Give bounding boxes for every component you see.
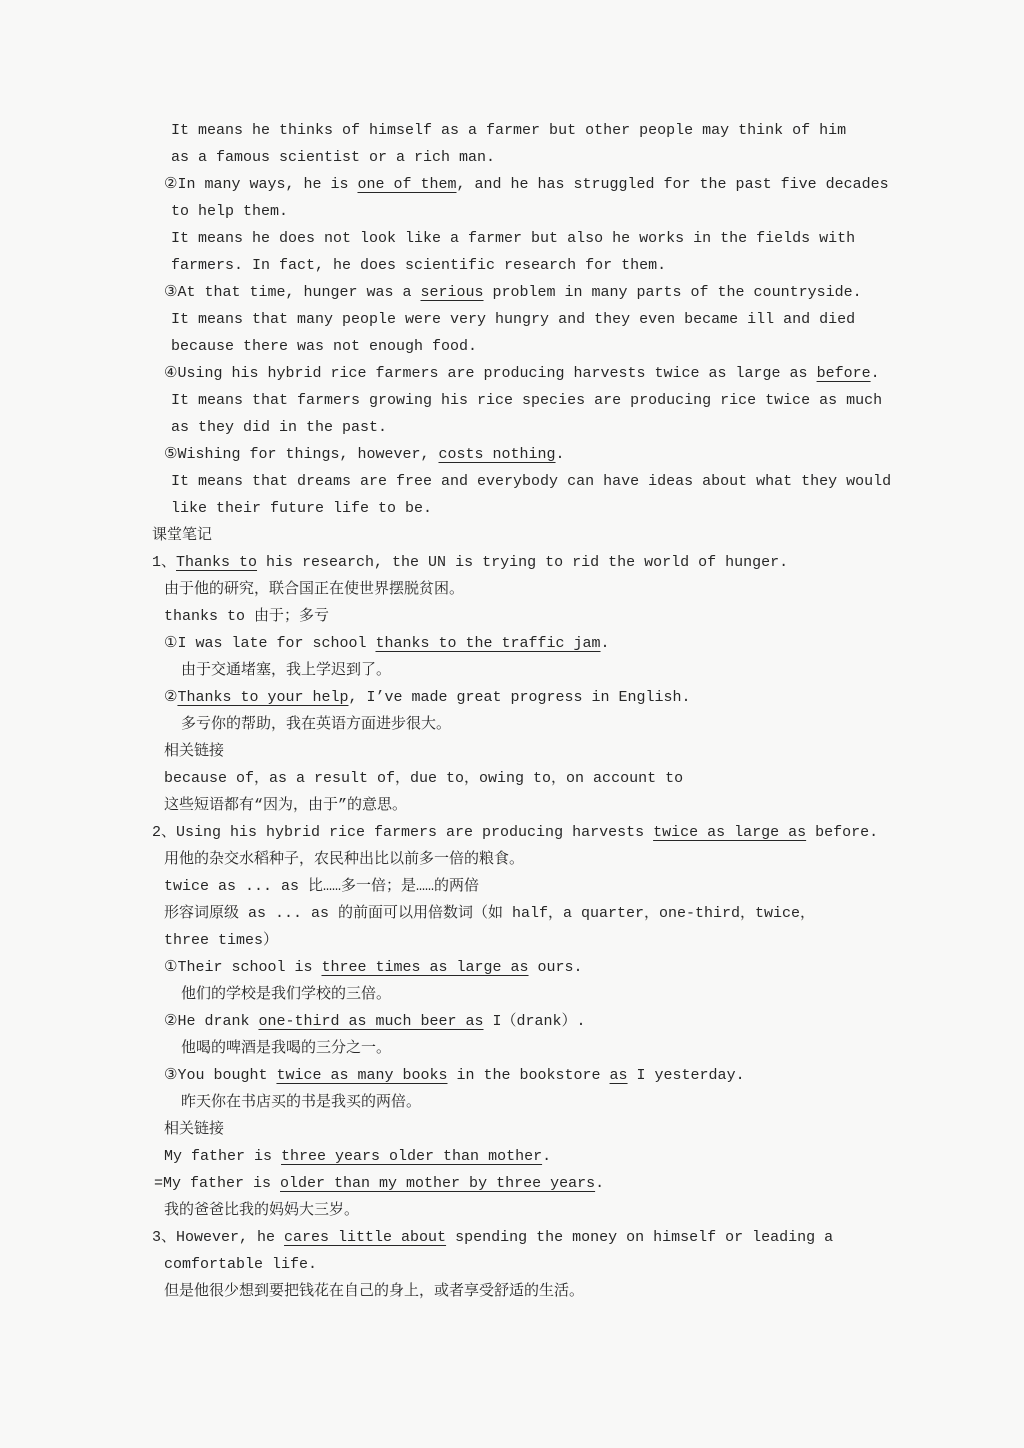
text-segment: 由于他的研究，联合国正在使世界摆脱贫困。 [164,581,465,598]
underlined-text: one of them [357,176,457,193]
text-segment: . [600,635,610,652]
text-segment: . [870,365,880,382]
text-segment: his research, the UN is trying to rid the world of hunger. [257,554,789,571]
text-line [152,387,942,414]
text-line [152,711,942,738]
text-segment: It means he thinks of himself as a farmer but other people may think of him [171,122,847,139]
text-line [152,495,942,522]
text-segment: ②In many ways, he is [164,176,358,193]
text-line [152,981,942,1008]
text-line [152,468,942,495]
underlined-text: Thanks to [176,554,258,571]
text-segment: , and he has struggled for the past five decades [456,176,889,193]
text-line [152,1197,942,1224]
underlined-text: twice as large as [653,824,807,841]
text-line [152,873,942,900]
text-line [152,1062,942,1089]
text-segment: I yesterday. [627,1067,745,1084]
text-line [152,171,942,198]
text-segment: It means that many people were very hungry and they even became ill and died [171,311,856,328]
text-segment: 相关链接 [164,1121,225,1138]
text-segment: It means he does not look like a farmer but also he works in the fields with [171,230,856,247]
text-segment: 用他的杂交水稻种子，农民种出比以前多一倍的粮食。 [164,851,525,868]
text-segment: ①I was late for school [164,635,376,652]
text-line [152,684,942,711]
document-content [152,117,942,1305]
text-segment: , I’ve made great progress in English. [348,689,691,706]
text-segment: 1、 [152,554,177,571]
text-line [152,1224,942,1251]
text-segment: 多亏你的帮助，我在英语方面进步很大。 [181,716,452,733]
text-segment: 3、However, he [152,1229,285,1246]
text-segment: thanks to 由于；多亏 [164,608,330,625]
text-line [152,846,942,873]
text-segment: three times） [164,932,279,949]
text-segment: . [595,1175,605,1192]
text-line [152,1089,942,1116]
text-segment: . [542,1148,552,1165]
underlined-text: costs nothing [438,446,556,463]
text-segment: It means that dreams are free and everybody can have ideas about what they would [171,473,892,490]
text-segment: 他们的学校是我们学校的三倍。 [181,986,392,1003]
text-line [152,549,942,576]
underlined-text: as [609,1067,628,1084]
text-line [152,279,942,306]
text-segment: because of，as a result of，due to，owing to，on account to [164,770,684,787]
text-line [152,414,942,441]
text-segment: to help them. [171,203,289,220]
text-line [152,576,942,603]
underlined-text: serious [420,284,484,301]
text-segment: ①Their school is [164,959,322,976]
text-line [152,360,942,387]
text-segment: I（drank）. [483,1013,586,1030]
text-line [152,1008,942,1035]
text-line [152,900,942,927]
text-segment: 昨天你在书店买的书是我买的两倍。 [181,1094,422,1111]
text-segment: farmers. In fact, he does scientific research for them. [171,257,667,274]
text-segment: 他喝的啤酒是我喝的三分之一。 [181,1040,392,1057]
text-line [152,1278,942,1305]
text-segment: ④Using his hybrid rice farmers are producing harvests twice as large as [164,365,817,382]
text-line [152,1251,942,1278]
underlined-text: thanks to the traffic jam [375,635,601,652]
underlined-text: one-third as much beer as [258,1013,484,1030]
text-segment: problem in many parts of the countryside. [483,284,862,301]
text-segment: . [555,446,565,463]
text-line [152,441,942,468]
text-segment: because there was not enough food. [171,338,478,355]
underlined-text: before [816,365,871,382]
text-segment: 形容词原级 as ... as 的前面可以用倍数词（如 half，a quarter，one-third，twice， [164,905,816,922]
text-segment: ②He drank [164,1013,259,1030]
text-line [152,522,942,549]
text-line [152,954,942,981]
underlined-text: cares little about [284,1229,447,1246]
text-segment: like their future life to be. [171,500,433,517]
text-segment: 相关链接 [164,743,225,760]
text-segment: ③You bought [164,1067,277,1084]
text-line [152,1143,942,1170]
text-line [152,1035,942,1062]
underlined-text: older than my mother by three years [280,1175,596,1192]
text-line [152,225,942,252]
text-segment: 2、Using his hybrid rice farmers are producing harvests [152,824,654,841]
text-segment: 这些短语都有“因为，由于”的意思。 [164,797,408,814]
text-segment: in the bookstore [447,1067,610,1084]
text-line [152,1116,942,1143]
text-line [152,603,942,630]
text-segment: =My father is [154,1175,281,1192]
text-segment: 由于交通堵塞，我上学迟到了。 [181,662,392,679]
text-segment: ⑤Wishing for things, however, [164,446,439,463]
text-segment: twice as ... as 比……多一倍；是……的两倍 [164,878,480,895]
text-line [152,738,942,765]
text-segment: spending the money on himself or leading a [446,1229,834,1246]
text-line [152,306,942,333]
underlined-text: three years older than mother [281,1148,543,1165]
text-line [152,144,942,171]
text-line [152,198,942,225]
text-segment: comfortable life. [164,1256,318,1273]
text-segment: ② [164,689,178,706]
text-segment: ③At that time, hunger was a [164,284,421,301]
text-segment: 但是他很少想到要把钱花在自己的身上，或者享受舒适的生活。 [164,1283,585,1300]
text-line [152,333,942,360]
text-segment: as a famous scientist or a rich man. [171,149,496,166]
text-segment: It means that farmers growing his rice species are producing rice twice as much [171,392,883,409]
underlined-text: Thanks to your help [177,689,349,706]
text-line [152,819,942,846]
text-line [152,252,942,279]
text-line [152,630,942,657]
underlined-text: three times as large as [321,959,529,976]
text-line [152,657,942,684]
text-segment: 课堂笔记 [152,527,213,544]
text-line [152,792,942,819]
text-segment: ours. [528,959,583,976]
text-segment: before. [806,824,879,841]
text-segment: My father is [164,1148,282,1165]
text-line [152,117,942,144]
text-line [152,765,942,792]
text-line [152,927,942,954]
text-segment: as they did in the past. [171,419,388,436]
text-line [152,1170,942,1197]
text-segment: 我的爸爸比我的妈妈大三岁。 [164,1202,360,1219]
underlined-text: twice as many books [276,1067,448,1084]
